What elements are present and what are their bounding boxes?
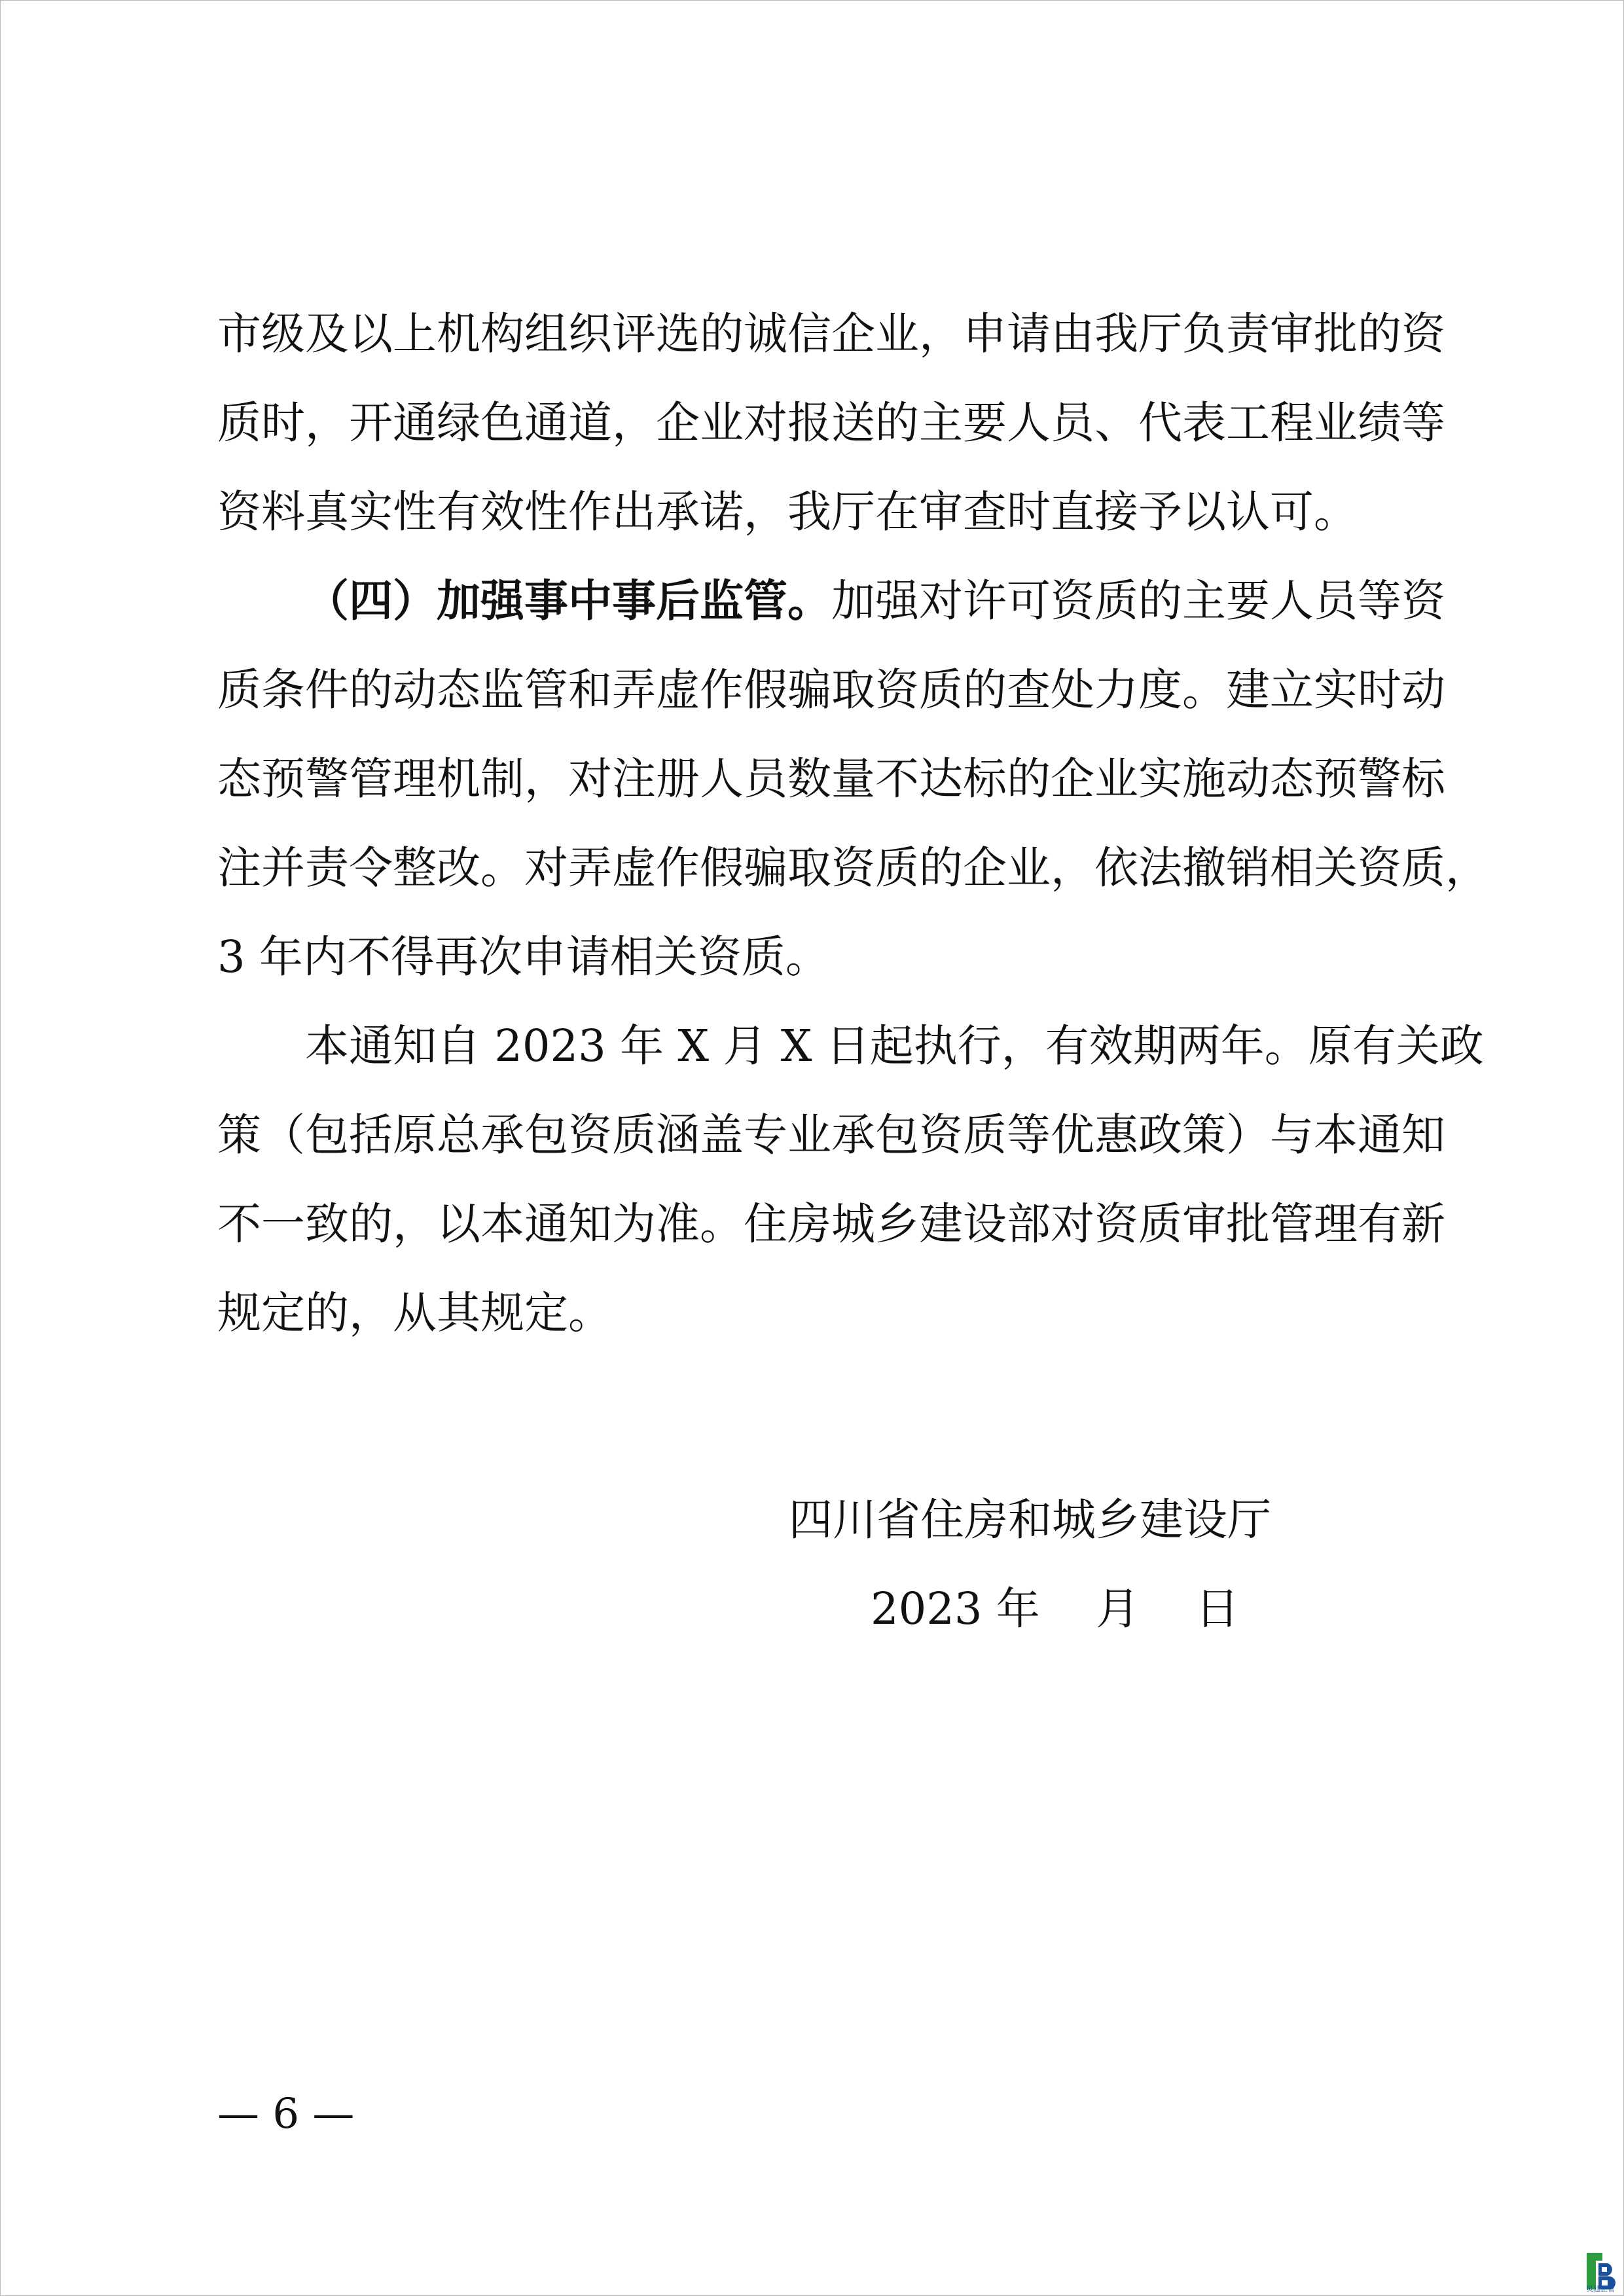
watermark-caption: 贝廷企管 (1586, 2285, 1615, 2293)
section-four-heading: （四）加强事中事后监管。 (305, 575, 831, 626)
section-four-first-line-text: 加强对许可资质的主要人员等资 (831, 575, 1445, 626)
body-line: 质时，开通绿色通道，企业对报送的主要人员、代表工程业绩等 (217, 397, 1445, 448)
body-line: 不一致的，以本通知为准。住房城乡建设部对资质审批管理有新 (217, 1198, 1445, 1249)
section-four-first-line (305, 568, 1445, 634)
body-line: 策（包括原总承包资质涵盖专业承包资质等优惠政策）与本通知 (217, 1109, 1445, 1160)
body-line: 本通知自 2023 年 X 月 X 日起执行，有效期两年。原有关政 (305, 1020, 1484, 1071)
body-line: 3 年内不得再次申请相关资质。 (217, 931, 829, 982)
body-line: 资料真实性有效性作出承诺，我厅在审查时直接予以认可。 (217, 486, 1358, 537)
signature-organization: 四川省住房和城乡建设厅 (789, 1494, 1271, 1545)
body-line: 市级及以上机构组织评选的诚信企业，申请由我厅负责审批的资 (217, 308, 1445, 359)
body-line: 质条件的动态监管和弄虚作假骗取资质的查处力度。建立实时动 (217, 664, 1445, 715)
body-line: 注并责令整改。对弄虚作假骗取资质的企业，依法撤销相关资质， (217, 842, 1489, 893)
signature-date: 2023 年 月 日 (871, 1583, 1240, 1634)
body-line: 规定的，从其规定。 (217, 1287, 612, 1338)
body-line: 态预警管理机制，对注册人员数量不达标的企业实施动态预警标 (217, 753, 1445, 804)
page-number: — 6 — (217, 2090, 355, 2138)
